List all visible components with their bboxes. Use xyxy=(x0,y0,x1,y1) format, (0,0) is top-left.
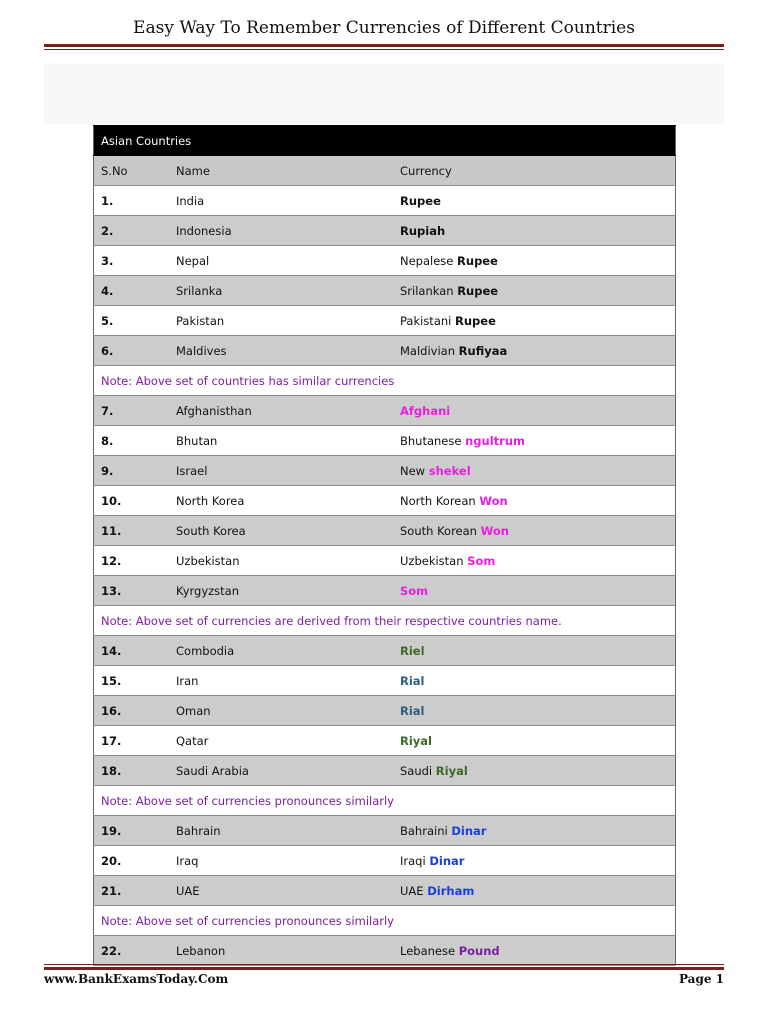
serial-number: 7. xyxy=(94,396,170,426)
note-row xyxy=(94,366,676,396)
currency-name: Pound xyxy=(458,943,500,958)
serial-number: 18. xyxy=(94,756,170,786)
currency-name: Rupiah xyxy=(400,223,446,238)
section-title: Asian Countries xyxy=(94,126,676,156)
serial-number: 4. xyxy=(94,276,170,306)
serial-number: 1. xyxy=(94,186,170,216)
serial-number: 22. xyxy=(94,936,170,966)
currency-cell xyxy=(393,936,676,966)
currency-cell xyxy=(393,756,676,786)
serial-number: 8. xyxy=(94,426,170,456)
currency-prefix: South Korean xyxy=(400,523,481,538)
currency-prefix: UAE xyxy=(400,883,428,898)
note-text: Note: Above set of currencies pronounces similarly xyxy=(94,786,676,816)
serial-number: 15. xyxy=(94,666,170,696)
country-name: North Korea xyxy=(169,486,393,516)
table-section-header xyxy=(94,126,676,156)
table-column-header xyxy=(94,156,676,186)
currency-name: Won xyxy=(479,493,508,508)
country-name: Pakistan xyxy=(169,306,393,336)
country-name: Iran xyxy=(169,666,393,696)
serial-number: 17. xyxy=(94,726,170,756)
country-name: UAE xyxy=(169,876,393,906)
currency-cell xyxy=(393,216,676,246)
table-row xyxy=(94,726,676,756)
table-row xyxy=(94,756,676,786)
currency-cell xyxy=(393,276,676,306)
country-name: Afghanisthan xyxy=(169,396,393,426)
table-row xyxy=(94,636,676,666)
currency-cell xyxy=(393,486,676,516)
table-row xyxy=(94,816,676,846)
table-row xyxy=(94,546,676,576)
country-name: Indonesia xyxy=(169,216,393,246)
currency-name: Riyal xyxy=(400,733,432,748)
page-title: Easy Way To Remember Currencies of Different Countries xyxy=(133,18,635,38)
currency-cell xyxy=(393,576,676,606)
table-row xyxy=(94,486,676,516)
column-header-name: Name xyxy=(169,156,393,186)
currency-name: Won xyxy=(480,523,509,538)
currency-cell xyxy=(393,546,676,576)
note-text: Note: Above set of currencies are derived from their respective countries name. xyxy=(94,606,676,636)
serial-number: 12. xyxy=(94,546,170,576)
table-row xyxy=(94,306,676,336)
serial-number: 21. xyxy=(94,876,170,906)
currency-cell xyxy=(393,426,676,456)
currency-cell xyxy=(393,636,676,666)
note-text: Note: Above set of countries has similar currencies xyxy=(94,366,676,396)
currency-cell xyxy=(393,396,676,426)
header-rule-thick xyxy=(44,44,724,47)
table-row xyxy=(94,246,676,276)
country-name: Combodia xyxy=(169,636,393,666)
serial-number: 6. xyxy=(94,336,170,366)
serial-number: 20. xyxy=(94,846,170,876)
table-row xyxy=(94,186,676,216)
serial-number: 14. xyxy=(94,636,170,666)
country-name: Srilanka xyxy=(169,276,393,306)
country-name: Nepal xyxy=(169,246,393,276)
country-name: Iraq xyxy=(169,846,393,876)
currency-name: Rial xyxy=(400,673,425,688)
currency-prefix: Saudi xyxy=(400,763,436,778)
currency-prefix: Bahraini xyxy=(400,823,452,838)
country-name: Maldives xyxy=(169,336,393,366)
country-name: Saudi Arabia xyxy=(169,756,393,786)
currency-prefix: Lebanese xyxy=(400,943,459,958)
currency-name: Dinar xyxy=(429,853,465,868)
currency-cell xyxy=(393,876,676,906)
currency-name: Rial xyxy=(400,703,425,718)
currency-prefix: New xyxy=(400,463,429,478)
currency-name: Afghani xyxy=(400,403,451,418)
note-row xyxy=(94,906,676,936)
currency-name: Som xyxy=(467,553,496,568)
footer-rule-thin xyxy=(44,964,724,965)
currency-prefix: Uzbekistan xyxy=(400,553,468,568)
currency-prefix: Bhutanese xyxy=(400,433,466,448)
serial-number: 3. xyxy=(94,246,170,276)
table-row xyxy=(94,516,676,546)
footer-website: www.BankExamsToday.Com xyxy=(44,972,229,986)
currency-name: Rufiyaa xyxy=(458,343,508,358)
currency-cell xyxy=(393,816,676,846)
serial-number: 16. xyxy=(94,696,170,726)
note-text: Note: Above set of currencies pronounces similarly xyxy=(94,906,676,936)
currency-name: Rupee xyxy=(457,283,499,298)
serial-number: 19. xyxy=(94,816,170,846)
table-row xyxy=(94,576,676,606)
currency-cell xyxy=(393,306,676,336)
currency-name: Dirham xyxy=(427,883,475,898)
currency-cell xyxy=(393,186,676,216)
note-row xyxy=(94,606,676,636)
footer-rule-thick xyxy=(44,967,724,970)
serial-number: 5. xyxy=(94,306,170,336)
country-name: Israel xyxy=(169,456,393,486)
currency-cell xyxy=(393,726,676,756)
footer-page-number: Page 1 xyxy=(678,972,724,986)
country-name: India xyxy=(169,186,393,216)
column-header-currency: Currency xyxy=(393,156,676,186)
serial-number: 10. xyxy=(94,486,170,516)
currency-name: Riyal xyxy=(435,763,468,778)
note-row xyxy=(94,786,676,816)
currency-name: Som xyxy=(400,583,429,598)
currency-prefix: Pakistani xyxy=(400,313,456,328)
currency-cell xyxy=(393,696,676,726)
country-name: Lebanon xyxy=(169,936,393,966)
currency-name: ngultrum xyxy=(465,433,525,448)
currency-name: Rupee xyxy=(455,313,496,328)
currency-prefix: Nepalese xyxy=(400,253,458,268)
table-row xyxy=(94,936,676,966)
currency-cell xyxy=(393,456,676,486)
currency-prefix: North Korean xyxy=(400,493,480,508)
table-row xyxy=(94,336,676,366)
currency-cell xyxy=(393,516,676,546)
country-name: Oman xyxy=(169,696,393,726)
table-row xyxy=(94,696,676,726)
currency-cell xyxy=(393,846,676,876)
currency-table xyxy=(93,125,676,966)
currency-cell xyxy=(393,336,676,366)
currency-cell xyxy=(393,246,676,276)
country-name: Bhutan xyxy=(169,426,393,456)
country-name: Qatar xyxy=(169,726,393,756)
country-name: South Korea xyxy=(169,516,393,546)
currency-name: shekel xyxy=(428,463,471,478)
column-header-sno: S.No xyxy=(94,156,170,186)
currency-prefix: Maldivian xyxy=(400,343,459,358)
currency-name: Rupee xyxy=(457,253,498,268)
country-name: Bahrain xyxy=(169,816,393,846)
table-row xyxy=(94,426,676,456)
country-name: Kyrgyzstan xyxy=(169,576,393,606)
table-row xyxy=(94,846,676,876)
country-name: Uzbekistan xyxy=(169,546,393,576)
blank-banner xyxy=(44,64,724,124)
serial-number: 13. xyxy=(94,576,170,606)
currency-cell xyxy=(393,666,676,696)
table-row xyxy=(94,456,676,486)
table-row xyxy=(94,216,676,246)
currency-name: Dinar xyxy=(451,823,487,838)
header-rule-thin xyxy=(44,49,724,50)
currency-name: Rupee xyxy=(400,193,441,208)
currency-prefix: Srilankan xyxy=(400,283,458,298)
table-row xyxy=(94,666,676,696)
serial-number: 11. xyxy=(94,516,170,546)
currency-prefix: Iraqi xyxy=(400,853,430,868)
serial-number: 9. xyxy=(94,456,170,486)
table-row xyxy=(94,876,676,906)
currency-name: Riel xyxy=(400,643,425,658)
serial-number: 2. xyxy=(94,216,170,246)
table-row xyxy=(94,276,676,306)
table-row xyxy=(94,396,676,426)
